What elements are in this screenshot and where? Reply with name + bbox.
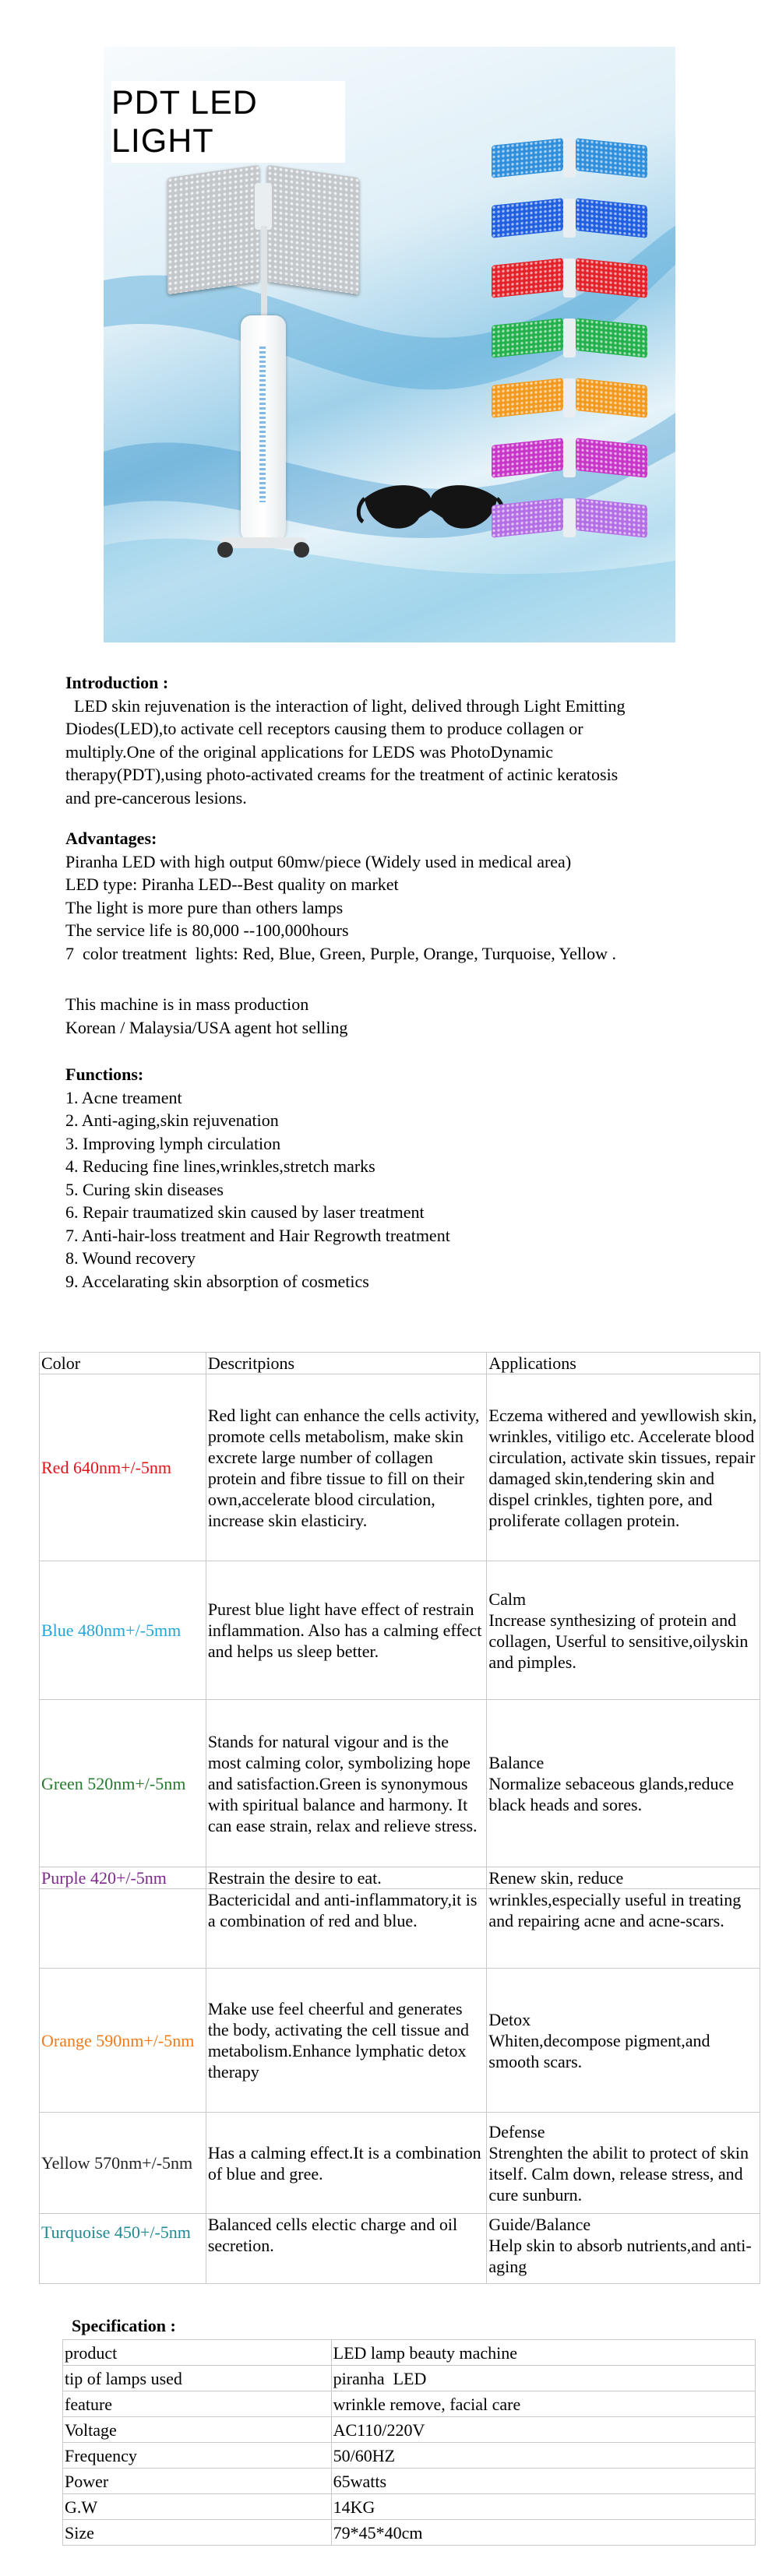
description-cell: Purest blue light have effect of restrain inflammation. Also has a calming effect and helps us sleep better. bbox=[206, 1561, 487, 1700]
spec-row bbox=[63, 2391, 756, 2417]
header-color: Color bbox=[40, 1353, 206, 1374]
description-cell: Restrain the desire to eat. bbox=[206, 1867, 487, 1889]
color-treatment-table bbox=[39, 1352, 760, 2284]
application-cell: Eczema withered and yewllowish skin, wrinkles, vitiligo etc. Accelerate blood circulation, activate skin tissues, repair damaged skin,tendering skin and dispel crinkles, tighten pore, and proliferate collagen protein. bbox=[487, 1374, 760, 1561]
application-cell: Renew skin, reduce bbox=[487, 1867, 760, 1889]
spec-value: 65watts bbox=[331, 2469, 755, 2494]
intro-line: Diodes(LED),to activate cell receptors causing them to produce collagen or bbox=[65, 719, 583, 738]
functions-section bbox=[65, 1063, 450, 1293]
colored-lamp-head bbox=[492, 139, 647, 178]
intro-line: and pre-cancerous lesions. bbox=[65, 787, 247, 808]
spec-label: feature bbox=[63, 2391, 332, 2417]
color-cell: Red 640nm+/-5nm bbox=[40, 1374, 206, 1561]
introduction-section bbox=[65, 671, 626, 809]
header-descriptions: Descritpions bbox=[206, 1353, 487, 1374]
advantages-heading: Advantages: bbox=[65, 829, 157, 848]
hero-title: PDT LED LIGHT bbox=[111, 81, 345, 163]
colored-lamp-head bbox=[492, 199, 647, 238]
lamp-head-right-panel bbox=[576, 198, 647, 238]
spec-label: product bbox=[63, 2340, 332, 2366]
lamp-column-leds bbox=[259, 347, 266, 502]
spec-value: wrinkle remove, facial care bbox=[331, 2391, 755, 2417]
table-row-turquoise bbox=[40, 2214, 760, 2284]
description-cell: Bactericidal and anti-inflammatory,it is a combination of red and blue. bbox=[206, 1889, 487, 1969]
spec-value: AC110/220V bbox=[331, 2417, 755, 2443]
lamp-head-left-panel bbox=[492, 318, 563, 358]
advantage-line: LED type: Piranha LED--Best quality on market bbox=[65, 875, 399, 894]
spec-row bbox=[63, 2417, 756, 2443]
spec-row bbox=[63, 2340, 756, 2366]
advantage-line: Piranha LED with high output 60mw/piece (Widely used in medical area) bbox=[65, 851, 572, 871]
function-item: 5. Curing skin diseases bbox=[65, 1179, 224, 1199]
spec-label: G.W bbox=[63, 2494, 332, 2520]
color-cell: Turquoise 450+/-5nm bbox=[40, 2214, 206, 2284]
spec-value: 14KG bbox=[331, 2494, 755, 2520]
lamp-hub bbox=[255, 183, 272, 230]
colored-lamp-head bbox=[492, 378, 647, 417]
lamp-head-left-panel bbox=[492, 438, 563, 478]
colored-lamp-head bbox=[492, 438, 647, 477]
lamp-panel-left bbox=[167, 165, 259, 295]
lamp-panel-right bbox=[267, 165, 359, 295]
spec-value: 79*45*40cm bbox=[331, 2520, 755, 2546]
function-item: 9. Accelarating skin absorption of cosmetics bbox=[65, 1271, 369, 1291]
lamp-wheel-left bbox=[217, 542, 233, 558]
description-cell: Has a calming effect.It is a combination of blue and gree. bbox=[206, 2113, 487, 2214]
spec-label: Size bbox=[63, 2520, 332, 2546]
lamp-arm bbox=[261, 226, 267, 319]
table-row-orange bbox=[40, 1969, 760, 2113]
production-line: Korean / Malaysia/USA agent hot selling bbox=[65, 1017, 348, 1037]
lamp-head-hub bbox=[563, 259, 576, 297]
table-row-blue bbox=[40, 1561, 760, 1700]
lamp-head-hub bbox=[563, 199, 576, 238]
intro-line: therapy(PDT),using photo-activated creams for the treatment of actinic keratosis bbox=[65, 765, 619, 784]
lamp-head-left-panel bbox=[492, 138, 563, 178]
spec-row bbox=[63, 2494, 756, 2520]
spec-label: tip of lamps used bbox=[63, 2366, 332, 2391]
spec-row bbox=[63, 2366, 756, 2391]
colored-lamp-head bbox=[492, 498, 647, 537]
lamp-head-hub bbox=[563, 378, 576, 417]
lamp-head-right-panel bbox=[576, 258, 647, 298]
header-applications: Applications bbox=[487, 1353, 760, 1374]
description-cell: Red light can enhance the cells activity, promote cells metabolism, make skin excrete large number of collagen protein and fibre tissue to fill on their own,accelerate blood circulation, increase skin elasticiry. bbox=[206, 1374, 487, 1561]
table-header-row bbox=[40, 1353, 760, 1374]
table-row-yellow bbox=[40, 2113, 760, 2214]
color-cell: Green 520nm+/-5nm bbox=[40, 1700, 206, 1867]
application-cell: Calm Increase synthesizing of protein and collagen, Userful to sensitive,oilyskin and pimples. bbox=[487, 1561, 760, 1700]
spec-value: piranha LED bbox=[331, 2366, 755, 2391]
lamp-column bbox=[241, 315, 286, 541]
spec-row bbox=[63, 2443, 756, 2469]
function-item: 8. Wound recovery bbox=[65, 1248, 196, 1268]
spec-row bbox=[63, 2520, 756, 2546]
function-item: 3. Improving lymph circulation bbox=[65, 1133, 281, 1153]
production-section bbox=[65, 993, 347, 1039]
advantage-line: The light is more pure than others lamps bbox=[65, 897, 344, 917]
functions-heading: Functions: bbox=[65, 1065, 144, 1084]
spec-row bbox=[63, 2469, 756, 2494]
colored-lamp-head bbox=[492, 259, 647, 297]
lamp-head-hub bbox=[563, 498, 576, 537]
application-cell: Detox Whiten,decompose pigment,and smooth scars. bbox=[487, 1969, 760, 2113]
advantage-line: The service life is 80,000 --100,000hours bbox=[65, 920, 349, 940]
lamp-head-hub bbox=[563, 318, 576, 357]
colored-lamp-head bbox=[492, 318, 647, 357]
lamp-head-right-panel bbox=[576, 498, 647, 538]
lamp-head-hub bbox=[563, 139, 576, 178]
lamp-head-left-panel bbox=[492, 198, 563, 238]
function-item: 1. Acne treament bbox=[65, 1087, 182, 1107]
lamp-head-left-panel bbox=[492, 498, 563, 538]
color-cell: Orange 590nm+/-5nm bbox=[40, 1969, 206, 2113]
advantages-section bbox=[65, 827, 616, 965]
color-cell bbox=[40, 1889, 206, 1969]
application-cell: Defense Strenghten the abilit to protect of skin itself. Calm down, release stress, and cure sunburn. bbox=[487, 2113, 760, 2214]
description-cell: Make use feel cheerful and generates the body, activating the cell tissue and metabolism.Enhance lymphatic detox therapy bbox=[206, 1969, 487, 2113]
advantage-line: 7 color treatment lights: Red, Blue, Green, Purple, Orange, Turquoise, Yellow . bbox=[65, 943, 616, 963]
lamp-wheel-right bbox=[294, 542, 309, 558]
spec-value: 50/60HZ bbox=[331, 2443, 755, 2469]
spec-label: Power bbox=[63, 2469, 332, 2494]
function-item: 4. Reducing fine lines,wrinkles,stretch marks bbox=[65, 1156, 375, 1176]
spec-label: Voltage bbox=[63, 2417, 332, 2443]
goggles-icon bbox=[357, 475, 505, 545]
function-item: 6. Repair traumatized skin caused by laser treatment bbox=[65, 1202, 425, 1222]
lamp-head-right-panel bbox=[576, 438, 647, 478]
application-cell: wrinkles,especially useful in treating and repairing acne and acne-scars. bbox=[487, 1889, 760, 1969]
product-hero-image bbox=[104, 47, 675, 642]
function-item: 2. Anti-aging,skin rejuvenation bbox=[65, 1110, 279, 1130]
application-cell: Balance Normalize sebaceous glands,reduce black heads and sores. bbox=[487, 1700, 760, 1867]
color-cell: Blue 480nm+/-5mm bbox=[40, 1561, 206, 1700]
description-cell: Balanced cells electic charge and oil secretion. bbox=[206, 2214, 487, 2284]
spec-label: Frequency bbox=[63, 2443, 332, 2469]
production-line: This machine is in mass production bbox=[65, 994, 309, 1014]
lamp-head-left-panel bbox=[492, 258, 563, 298]
lamp-head-right-panel bbox=[576, 378, 647, 418]
function-item: 7. Anti-hair-loss treatment and Hair Regrowth treatment bbox=[65, 1225, 450, 1245]
application-cell: Guide/Balance Help skin to absorb nutrients,and anti-aging bbox=[487, 2214, 760, 2284]
lamp-head-left-panel bbox=[492, 378, 563, 418]
intro-line: LED skin rejuvenation is the interaction of light, delived through Light Emitting bbox=[65, 695, 626, 716]
table-row-red bbox=[40, 1374, 760, 1561]
introduction-heading: Introduction : bbox=[65, 673, 169, 692]
color-cell: Purple 420+/-5nm bbox=[40, 1867, 206, 1889]
intro-line: multiply.One of the original applications for LEDS was PhotoDynamic bbox=[65, 741, 554, 762]
specification-table bbox=[62, 2339, 756, 2546]
table-row-purple bbox=[40, 1867, 760, 1889]
color-cell: Yellow 570nm+/-5nm bbox=[40, 2113, 206, 2214]
table-row-purple-cont bbox=[40, 1889, 760, 1969]
table-row-green bbox=[40, 1700, 760, 1867]
description-cell: Stands for natural vigour and is the most calming color, symbolizing hope and satisfaction.Green is synonymous with spiritual balance and harmony. It can ease strain, relax and relieve stress. bbox=[206, 1700, 487, 1867]
specification-heading: Specification : bbox=[72, 2316, 176, 2335]
lamp-head-right-panel bbox=[576, 138, 647, 178]
lamp-head-hub bbox=[563, 438, 576, 477]
spec-value: LED lamp beauty machine bbox=[331, 2340, 755, 2366]
lamp-head-right-panel bbox=[576, 318, 647, 358]
